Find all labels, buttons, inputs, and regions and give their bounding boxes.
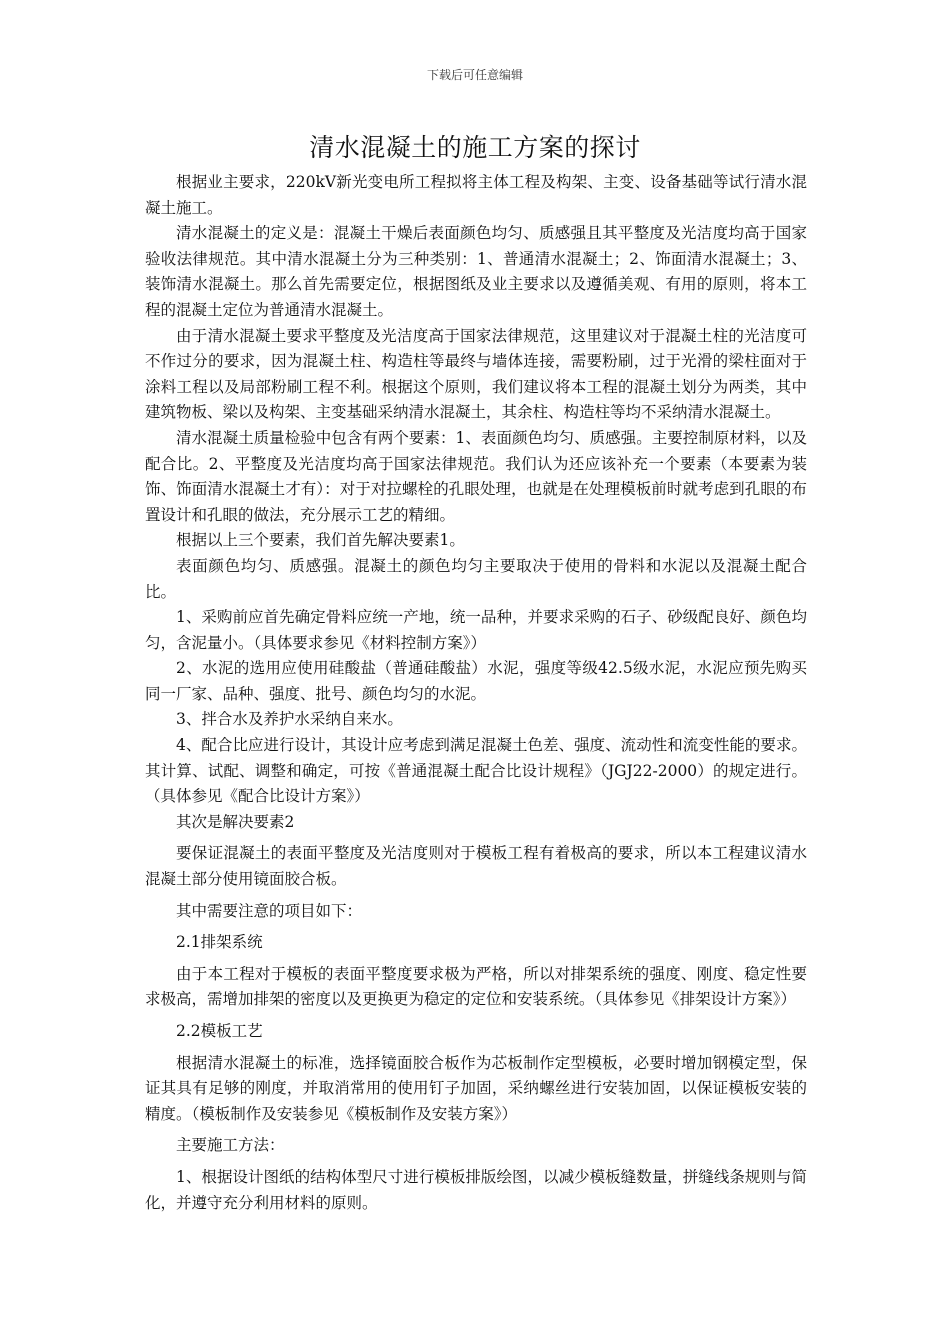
paragraph: 2、水泥的选用应使用硅酸盐（普通硅酸盐）水泥，强度等级42.5级水泥，水泥应预先购买同一厂家、品种、强度、批号、颜色均匀的水泥。 <box>145 659 807 703</box>
paragraph: 根据业主要求，220kV新光变电所工程拟将主体工程及构架、主变、设备基础等试行清水混凝土施工。 <box>145 173 807 217</box>
header-note: 下载后可任意编辑 <box>426 68 523 82</box>
paragraph: 由于清水混凝土要求平整度及光洁度高于国家法律规范，这里建议对于混凝土柱的光洁度可不作过分的要求，因为混凝土柱、构造柱等最终与墙体连接，需要粉刷，过于光滑的梁柱面对于涂料工程以及局部粉刷工程不利。根据这个原则，我们建议将本工程的混凝土划分为两类，其中建筑物板、梁以及构架、主变基础采纳清水混凝土，其余柱、构造柱等均不采纳清水混凝土。 <box>145 326 807 422</box>
paragraph: 主要施工方法： <box>176 1136 285 1155</box>
paragraph: 4、配合比应进行设计，其设计应考虑到满足混凝土色差、强度、流动性和流变性能的要求。其计算、试配、调整和确定，可按《普通混凝土配合比设计规程》（JGJ22-2000）的规定进行。（具体参见《配合比设计方案》） <box>145 736 807 806</box>
paragraph: 要保证混凝土的表面平整度及光洁度则对于模板工程有着极高的要求，所以本工程建议清水混凝土部分使用镜面胶合板。 <box>145 844 807 889</box>
paragraph: 1、采购前应首先确定骨料应统一产地，统一品种，并要求采购的石子、砂级配良好、颜色均匀，含泥量小。（具体要求参见《材料控制方案》） <box>145 608 807 652</box>
section-heading: 2.1排架系统 <box>176 933 263 952</box>
paragraph: 其中需要注意的项目如下： <box>176 901 363 920</box>
paragraph: 由于本工程对于模板的表面平整度要求极为严格，所以对排架系统的强度、刚度、稳定性要求极高，需增加排架的密度以及更换更为稳定的定位和安装系统。（具体参见《排架设计方案》） <box>145 964 807 1009</box>
section-heading: 2.2模板工艺 <box>176 1022 263 1040</box>
paragraph: 根据清水混凝土的标准，选择镜面胶合板作为芯板制作定型模板，必要时增加钢模定型，保证其具有足够的刚度，并取消常用的使用钉子加固，采纳螺丝进行安装加固，以保证模板安装的精度。（模板制作及安装参见《模板制作及安装方案》） <box>145 1053 807 1123</box>
document-body <box>145 170 807 1216</box>
paragraph: 表面颜色均匀、质感强。混凝土的颜色均匀主要取决于使用的骨料和水泥以及混凝土配合比。 <box>145 556 807 601</box>
paragraph: 其次是解决要素2 <box>176 812 295 831</box>
paragraph: 清水混凝土质量检验中包含有两个要素：1、表面颜色均匀、质感强。主要控制原材料，以及配合比。2、平整度及光洁度均高于国家法律规范。我们认为还应该补充一个要素（本要素为装饰、饰面清水混凝土才有）：对于对拉螺栓的孔眼处理，也就是在处理模板前时就考虑到孔眼的布置设计和孔眼的做法，充分展示工艺的精细。 <box>145 428 807 524</box>
document-title: 清水混凝土的施工方案的探讨 <box>309 133 641 162</box>
paragraph: 清水混凝土的定义是：混凝土干燥后表面颜色均匀、质感强且其平整度及光洁度均高于国家验收法律规范。其中清水混凝土分为三种类别：1、普通清水混凝土；2、饰面清水混凝土；3、装饰清水混凝土。那么首先需要定位，根据图纸及业主要求以及遵循美观、有用的原则，将本工程的混凝土定位为普通清水混凝土。 <box>145 224 807 319</box>
paragraph: 1、根据设计图纸的结构体型尺寸进行模板排版绘图，以减少模板缝数量，拼缝线条规则与简化，并遵守充分利用材料的原则。 <box>145 1167 807 1212</box>
paragraph: 3、拌合水及养护水采纳自来水。 <box>176 710 403 729</box>
paragraph: 根据以上三个要素，我们首先解决要素1。 <box>176 531 465 550</box>
